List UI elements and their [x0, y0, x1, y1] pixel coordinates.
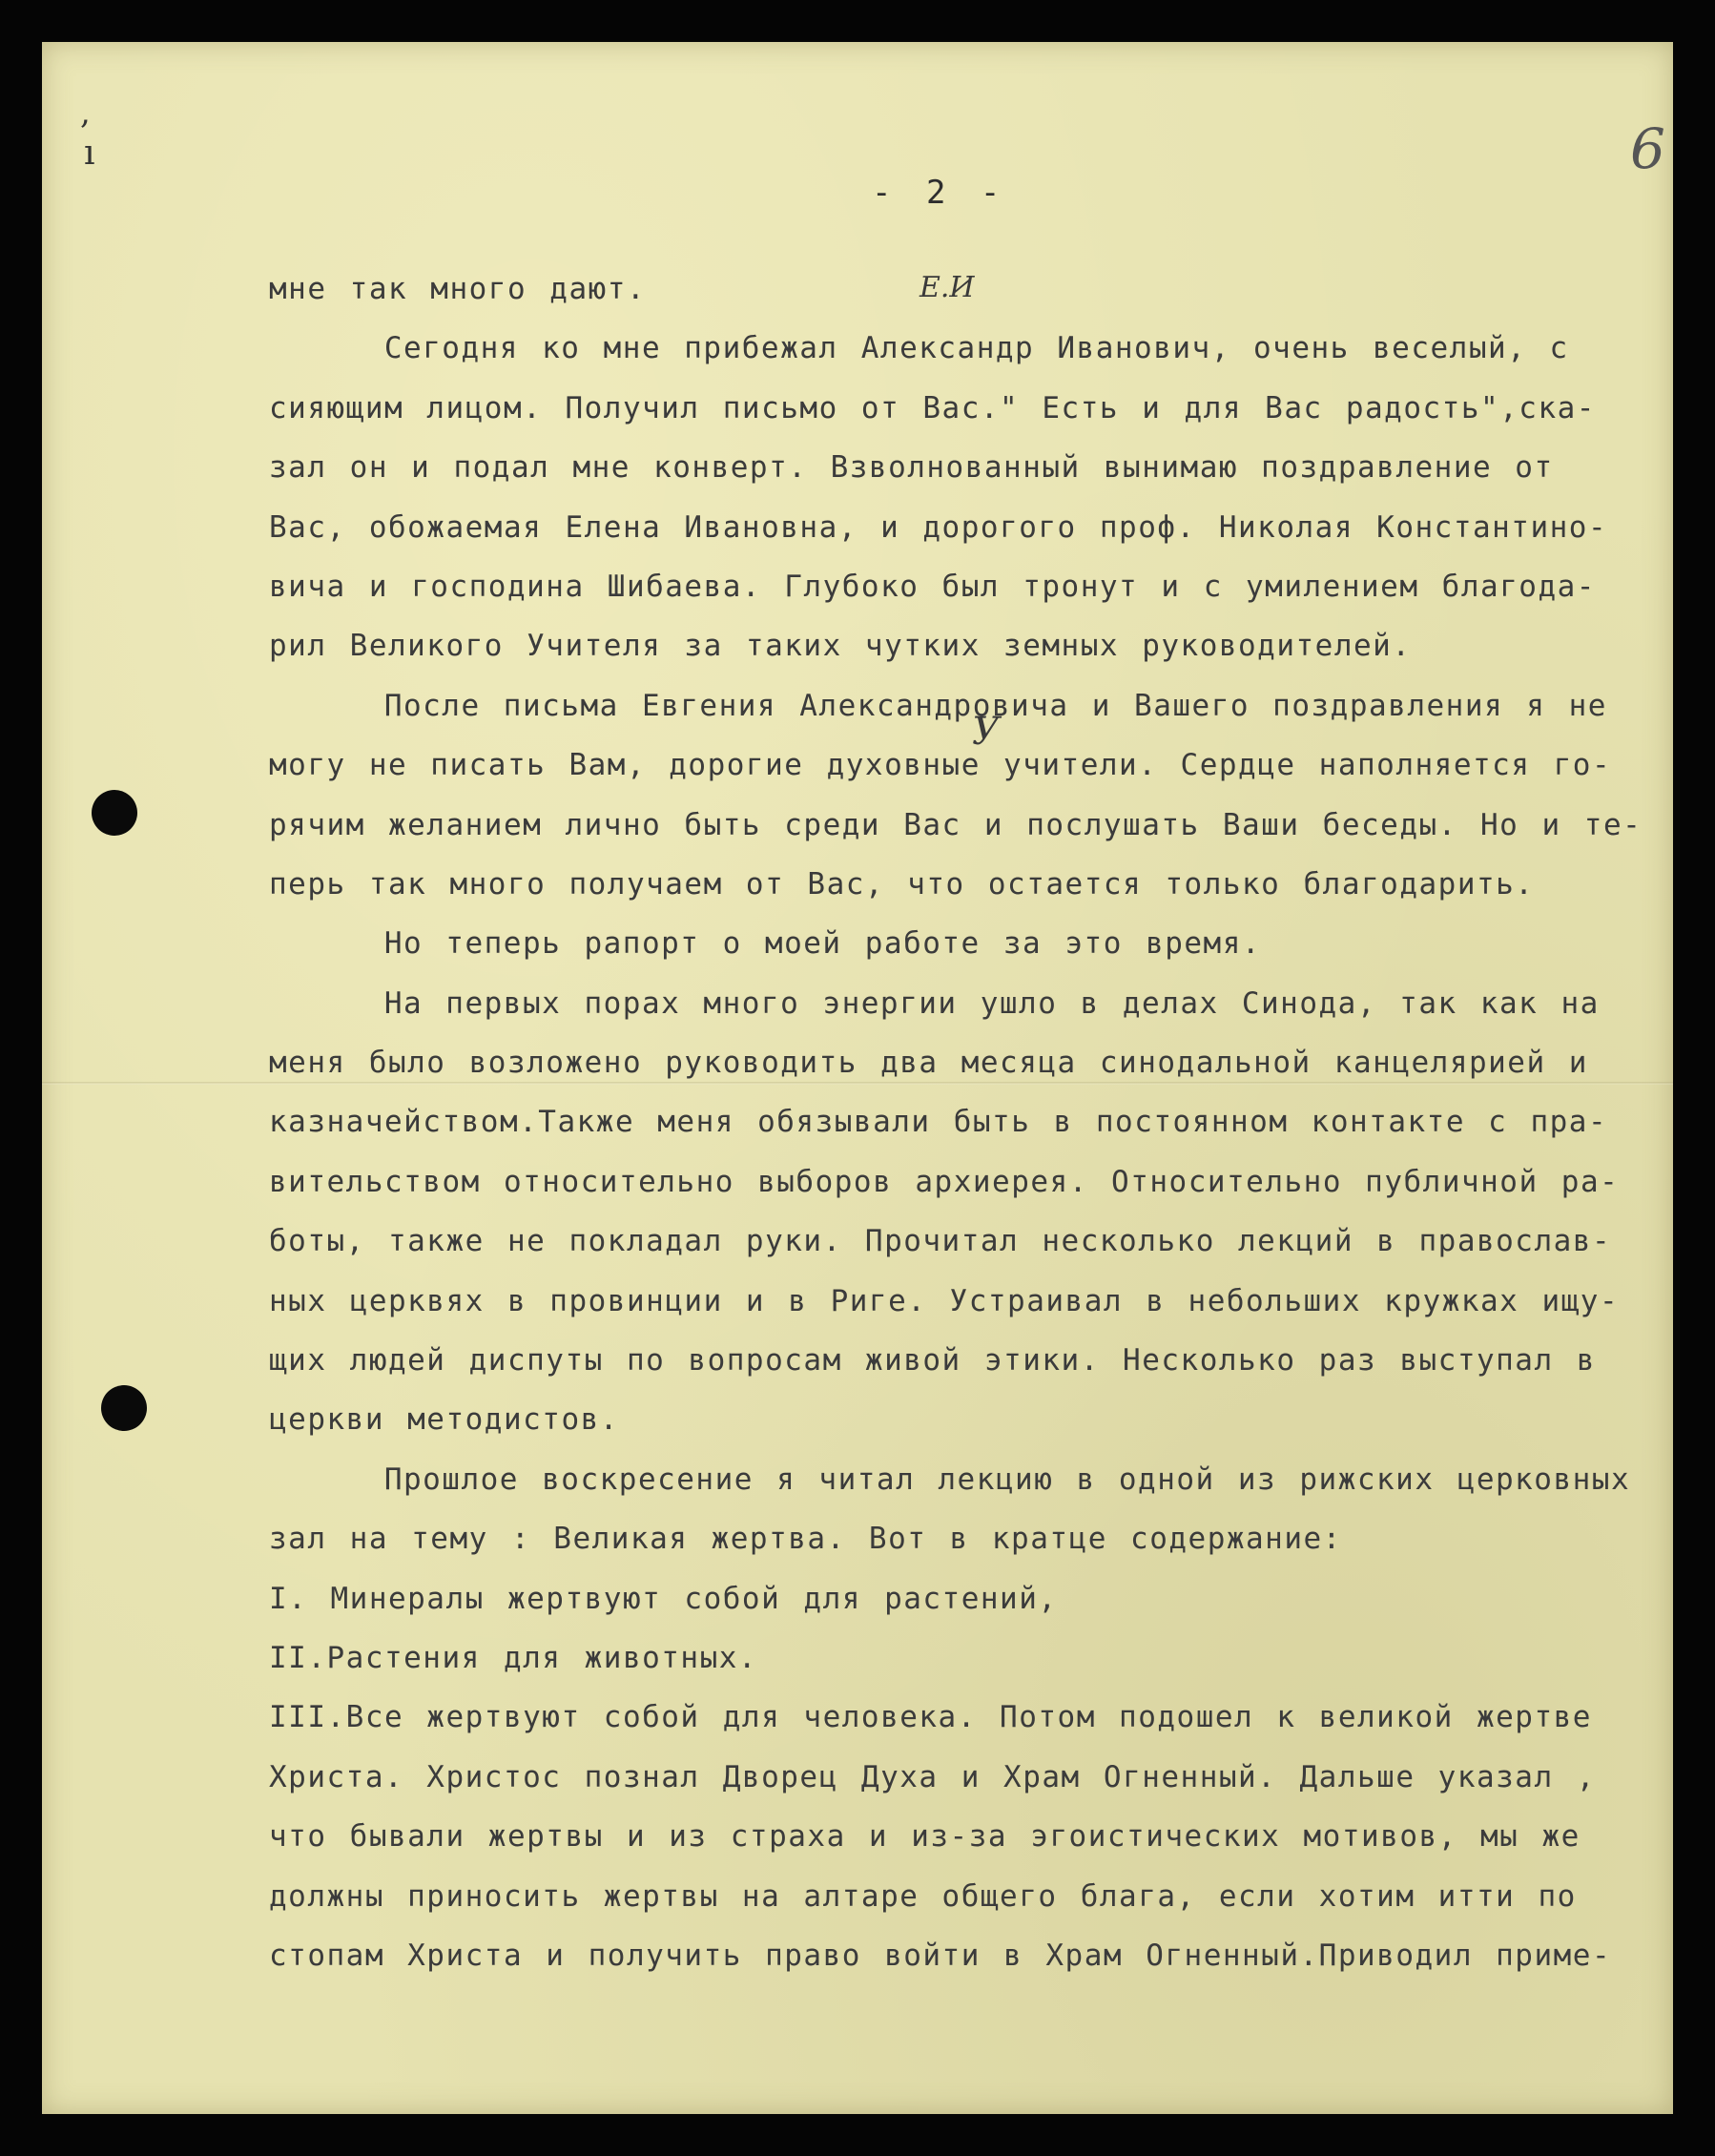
- text-line: казначейством.Также меня обязывали быть в постоянном контакте с пра-: [269, 1105, 1608, 1140]
- text-line: Христа. Христос познал Дворец Духа и Храм Огненный. Дальше указал ,: [269, 1759, 1596, 1794]
- handwritten-initials: Е.И: [919, 271, 975, 304]
- handwritten-letter-u: У: [972, 710, 1000, 754]
- paper-sheet: [42, 42, 1673, 2114]
- text-line: зал на тему : Великая жертва. Вот в кратце содержание:: [269, 1522, 1342, 1557]
- text-line: вительством относительно выборов архиерея. Относительно публичной ра-: [269, 1164, 1620, 1199]
- text-line: рячим желанием лично быть среди Вас и послушать Ваши беседы. Но и те-: [269, 807, 1643, 842]
- text-line: перь так много получаем от Вас, что остается только благодарить.: [269, 866, 1535, 902]
- text-line: Сегодня ко мне прибежал Александр Иванович, очень веселый, с: [269, 331, 1569, 366]
- text-line: меня было возложено руководить два месяца синодальной канцелярией и: [269, 1046, 1588, 1081]
- page-number: - 2 -: [872, 174, 1008, 212]
- punch-hole-top: [92, 790, 137, 836]
- text-line: На первых порах много энергии ушло в делах Синода, так как на: [269, 985, 1600, 1021]
- letter-body: [269, 259, 1643, 1985]
- text-line: ных церквях в провинции и в Риге. Устраивал в небольших кружках ищу-: [269, 1283, 1620, 1318]
- text-line: сияющим лицом. Получил письмо от Вас." Есть и для Вас радость",ска-: [269, 390, 1596, 425]
- text-line: II.Растения для животных.: [269, 1640, 758, 1675]
- text-line: щих людей диспуты по вопросам живой этики. Несколько раз выступал в: [269, 1343, 1596, 1379]
- text-line: вича и господина Шибаева. Глубоко был тронут и с умилением благода-: [269, 569, 1596, 604]
- punch-hole-bottom: [101, 1385, 147, 1431]
- ink-mark-2: ı: [84, 134, 95, 173]
- text-line: Вас, обожаемая Елена Ивановна, и дорогого проф. Николая Константино-: [269, 509, 1608, 545]
- folio-number: 6: [1630, 116, 1665, 181]
- text-line: После письма Евгения Александровича и Вашего поздравления я не: [269, 688, 1607, 723]
- text-line: боты, также не покладал руки. Прочитал несколько лекций в православ-: [269, 1224, 1612, 1259]
- text-line: церкви методистов.: [269, 1402, 619, 1438]
- text-line: что бывали жертвы и из страха и из-за эгоистических мотивов, мы же: [269, 1819, 1581, 1855]
- text-line: могу не писать Вам, дорогие духовные учители. Сердце наполняется го-: [269, 748, 1612, 783]
- text-line: зал он и подал мне конверт. Взволнованный вынимаю поздравление от: [269, 450, 1554, 486]
- text-line: стопам Христа и получить право войти в Храм Огненный.Приводил приме-: [269, 1938, 1612, 1973]
- text-line: I. Минералы жертвуют собой для растений,: [269, 1581, 1058, 1616]
- text-line: рил Великого Учителя за таких чутких земных руководителей.: [269, 629, 1412, 664]
- text-line: III.Все жертвуют собой для человека. Потом подошел к великой жертве: [269, 1700, 1592, 1735]
- text-line: должны приносить жертвы на алтаре общего блага, если хотим итти по: [269, 1878, 1577, 1914]
- ink-mark: ,: [80, 93, 91, 132]
- text-line: мне так много дают.: [269, 272, 647, 306]
- text-line: Но теперь рапорт о моей работе за это время.: [269, 926, 1262, 962]
- text-line: Прошлое воскресение я читал лекцию в одной из рижских церковных: [269, 1462, 1631, 1497]
